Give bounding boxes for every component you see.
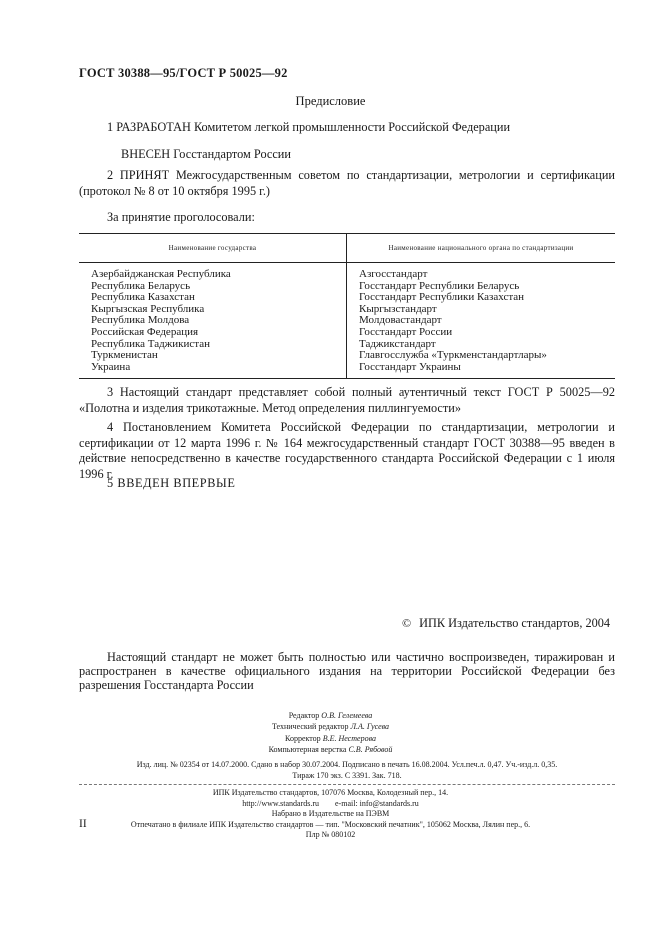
state-name: Туркменистан xyxy=(91,349,158,362)
state-name: Республика Казахстан xyxy=(91,291,195,304)
standards-body-name: Госстандарт России xyxy=(359,325,453,338)
standards-body-name: Молдовастандарт xyxy=(359,314,442,327)
voting-table xyxy=(79,233,615,379)
state-name: Республика Таджикистан xyxy=(91,337,210,350)
publisher-line: Плр № 080102 xyxy=(305,830,356,840)
standards-body-name: Госстандарт Украины xyxy=(359,360,461,373)
copyright-line xyxy=(402,616,610,631)
credit-role: Технический редактор xyxy=(271,722,349,732)
state-name: Кыргызская Республика xyxy=(91,302,205,315)
credit-role: Корректор xyxy=(285,733,321,743)
standards-body-name: Таджикстандарт xyxy=(359,337,436,350)
paragraph-voted: За принятие проголосовали: xyxy=(107,210,255,224)
bodies-cell xyxy=(347,263,616,379)
column-header-body: Наименование национального органа по стандартизации xyxy=(347,234,616,263)
state-name: Азербайджанская Республика xyxy=(91,268,231,280)
paragraph-first-introduced: 5 ВВЕДЕН ВПЕРВЫЕ xyxy=(107,476,236,490)
credit-role: Редактор xyxy=(288,711,320,720)
state-name: Российская Федерация xyxy=(91,325,199,338)
standards-body-name: Кыргызстандарт xyxy=(359,302,437,315)
state-name: Республика Молдова xyxy=(91,314,190,327)
publisher-line: ИПК Издательство стандартов, 107076 Москва, Колодезный пер., 14. xyxy=(212,788,449,797)
paragraph-developed: 1 РАЗРАБОТАН Комитетом легкой промышленности Российской Федерации xyxy=(107,120,511,134)
credit-name: В.Е. Нестерова xyxy=(322,733,376,743)
paragraph-adopted: 2 ПРИНЯТ Межгосударственным советом по стандартизации, метрологии и сертификации (протокол № 8 от 10 октября 1995 г.) xyxy=(79,168,615,198)
imprint-block xyxy=(79,759,615,782)
paragraph-resolution: 4 Постановлением Комитета Российской Федерации по стандартизации, метрологии и сертификации от 12 марта 1996 г. № 164 межгосударственный стандарт ГОСТ 30388—95 введен в действие непосредственно в качестве государственного стандарта Российской Федерации с 1 июля 1996 г. xyxy=(79,420,615,481)
credit-line xyxy=(0,721,661,732)
reproduction-notice: Настоящий стандарт не может быть полностью или частично воспроизведен, тиражирован и распространен в качестве официального издания на территории Российской Федерации без разрешения Госстандарта России xyxy=(79,650,615,692)
credit-line xyxy=(0,744,661,755)
standards-body-name: Азгосстандарт xyxy=(359,268,428,280)
foreword-title: Предисловие xyxy=(295,94,366,108)
copyright-icon: © xyxy=(402,616,412,630)
publisher-line: Отпечатано в филиале ИПК Издательство стандартов — тип. "Московский печатник", 105062 Москва, Лялин пер., 6. xyxy=(130,819,531,829)
standards-body-name: Главгосслужба «Туркменстандартлары» xyxy=(359,349,547,362)
credit-role: Компьютерная верстка xyxy=(268,744,347,754)
credits-block xyxy=(0,710,661,755)
copyright-text: ИПК Издательство стандартов, 2004 xyxy=(419,616,611,630)
credit-line xyxy=(0,733,661,744)
state-name: Республика Беларусь xyxy=(91,279,191,292)
imprint-line: Тираж 170 экз. С 3391. Зак. 718. xyxy=(292,771,402,781)
publisher-line: http://www.standards.ru e-mail: info@standards.ru xyxy=(242,798,419,808)
column-header-state: Наименование государства xyxy=(79,234,347,263)
imprint-line: Изд. лиц. № 02354 от 14.07.2000. Сдано в набор 30.07.2004. Подписано в печать 16.08.2004. Усл.печ.л. 0,47. Уч.-изд.л. 0,35. xyxy=(136,760,558,769)
paragraph-introduced: ВНЕСЕН Госстандартом России xyxy=(121,147,291,161)
page-number: II xyxy=(79,818,87,830)
credit-line xyxy=(0,710,661,721)
paragraph-authentic-text: 3 Настоящий стандарт представляет собой полный аутентичный текст ГОСТ Р 50025—92 «Полотна и изделия трикотажные. Метод определения пиллингуемости» xyxy=(79,385,615,415)
document-header: ГОСТ 30388—95/ГОСТ Р 50025—92 xyxy=(79,66,288,80)
publisher-block xyxy=(0,788,661,841)
state-name: Украина xyxy=(91,360,131,373)
publisher-line: Набрано в Издательстве на ПЭВМ xyxy=(271,809,390,819)
credit-name: О.В. Гелемеева xyxy=(321,711,373,720)
divider xyxy=(79,784,615,785)
standards-body-name: Госстандарт Республики Беларусь xyxy=(359,279,520,292)
credit-name: С.В. Рябовой xyxy=(348,744,393,754)
states-cell xyxy=(79,263,347,379)
standards-body-name: Госстандарт Республики Казахстан xyxy=(359,291,525,304)
credit-name: Л.А. Гусева xyxy=(350,722,390,732)
